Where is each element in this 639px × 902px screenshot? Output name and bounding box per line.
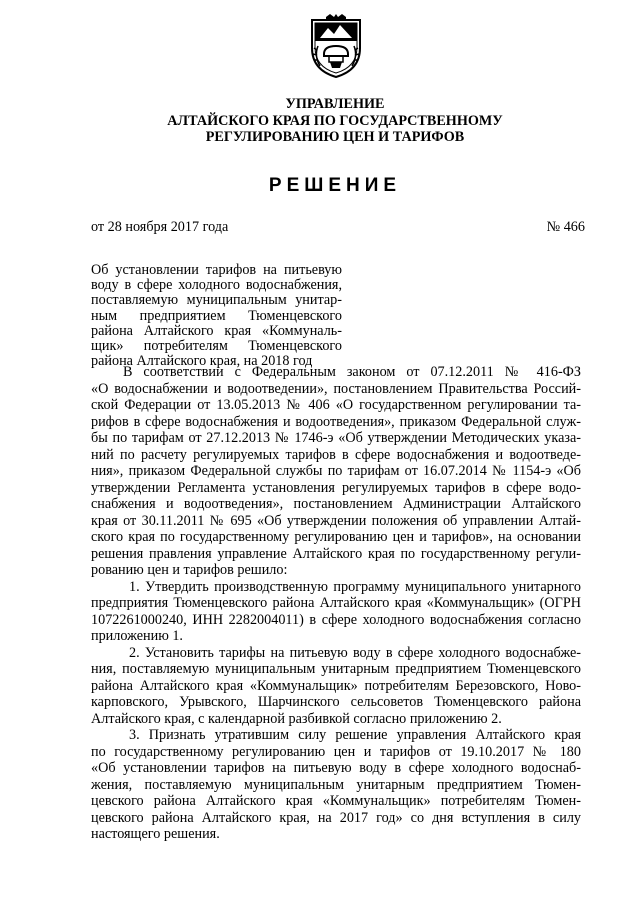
body-line: 3. Признать утратившим силу решение управления Алтайского края [129, 727, 581, 743]
body-line: утверждении Регламента установления регулируемых тарифов в сфере водо- [91, 479, 581, 496]
body-line: ского края по государственному регулированию цен и тарифов», на основании [91, 529, 581, 545]
subject-line: воду в сфере холодного водоснабжения, [91, 277, 342, 294]
org-line: АЛТАЙСКОГО КРАЯ ПО ГОСУДАРСТВЕННОМУ [167, 112, 503, 129]
organization-name [150, 96, 520, 146]
subject-line: района Алтайского края «Коммуналь- [91, 322, 342, 339]
body-line: по государственному регулированию цен и тарифов от 19.10.2017 № 180 [91, 743, 581, 760]
body-line: настоящего решения. [91, 826, 220, 842]
body-line: ний по расчету регулируемых тарифов в сфере водоснабжения и водоотведе- [91, 446, 581, 463]
body-line: карповского, Урывского, Шарчинского сельсоветов Тюменцевского района [91, 694, 581, 710]
body-line: 2. Установить тарифы на питьевую воду в сфере холодного водоснабже- [129, 644, 581, 661]
body-line: района Алтайского края «Коммунальщик» потребителям Березовского, Ново- [91, 677, 581, 694]
org-line: РЕГУЛИРОВАНИЮ ЦЕН И ТАРИФОВ [205, 129, 465, 145]
body-line: «Об установлении тарифов на питьевую воду в сфере холодного водоснаб- [91, 760, 581, 776]
subject-line: Об установлении тарифов на питьевую [91, 262, 342, 278]
body-line: приложению 1. [91, 628, 183, 644]
document-date: от 28 ноября 2017 года [91, 219, 229, 235]
org-line: УПРАВЛЕНИЕ [285, 96, 385, 112]
coat-of-arms-emblem [308, 14, 364, 80]
body-line: ния, поставляемую муниципальным унитарным предприятием Тюменцевского [91, 661, 581, 677]
body-line: ния», приказом Федеральной службы по тарифам от 16.07.2014 № 1154-э «Об [91, 463, 581, 479]
body-line: 1072261000240, ИНН 2282004011) в сфере холодного водоснабжения согласно [91, 611, 581, 628]
subject-line: щик» потребителям Тюменцевского [91, 337, 342, 354]
subject-line: района Алтайского края, на 2018 год [91, 353, 313, 370]
document-subject [91, 263, 342, 369]
document-title: РЕШЕНИЕ [268, 175, 402, 196]
body-line: снабжения и водоотведения», постановлением Администрации Алтайского [91, 496, 581, 512]
body-line: «О водоснабжении и водоотведении», постановлением Правительства Россий- [91, 380, 581, 397]
body-line: В соответствии с Федеральным законом от 07.12.2011 № 416-ФЗ [123, 364, 581, 380]
body-line: ской Федерации от 13.05.2013 № 406 «О государственном регулировании та- [91, 397, 581, 413]
body-line: жения, поставляемую муниципальным унитарным предприятием Тюмен- [91, 776, 581, 793]
subject-line: поставляемую муниципальным унитар- [91, 292, 342, 309]
document-number: № 466 [546, 219, 585, 235]
body-line: Алтайского края, с календарной разбивкой согласно приложению 2. [91, 710, 502, 727]
body-line: рифов в сфере водоснабжения и водоотведения», приказом Федеральной служ- [91, 413, 581, 430]
body-line: рованию цен и тарифов решило: [91, 562, 288, 578]
body-line: цевского района Алтайского края «Коммунальщик» потребителям Тюмен- [91, 793, 581, 809]
subject-line: ным предприятием Тюменцевского [91, 307, 342, 324]
body-line: цевского района Алтайского края, на 2017 год» со дня вступления в силу [91, 809, 581, 826]
body-line: решения правления управление Алтайского края по государственному регули- [91, 545, 581, 562]
body-line: бы по тарифам от 27.12.2013 № 1746-э «Об утверждении Методических указа- [91, 430, 581, 446]
document-body [91, 364, 581, 843]
body-line: края от 30.11.2011 № 695 «Об утверждении положения об управлении Алтай- [91, 512, 581, 529]
body-line: предприятия Тюменцевского района Алтайского края «Коммунальщик» (ОГРН [91, 595, 581, 611]
body-line: 1. Утвердить производственную программу муниципального унитарного [129, 578, 581, 595]
